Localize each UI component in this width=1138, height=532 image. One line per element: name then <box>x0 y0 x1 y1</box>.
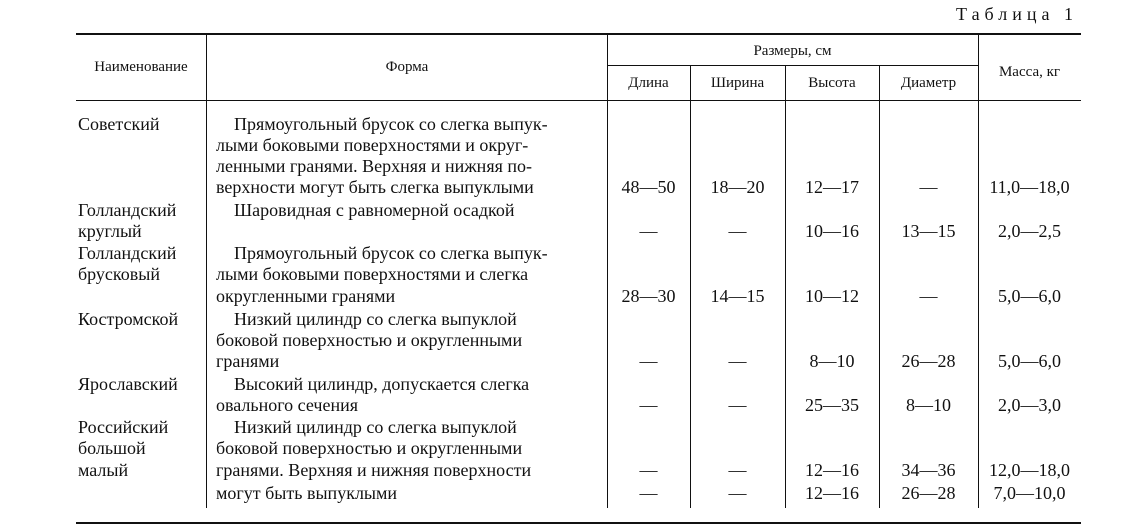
header-diameter: Диаметр <box>900 75 957 91</box>
cell-length: — <box>639 395 658 415</box>
row-shape-line: гранями. Верхняя и нижняя поверхности <box>216 460 532 480</box>
cell-width: 18—20 <box>710 177 765 197</box>
cell-height: 8—10 <box>809 351 855 371</box>
cell-height: 25—35 <box>805 395 859 415</box>
header-height: Высота <box>808 75 856 91</box>
row-shape-line: овального сечения <box>216 395 359 415</box>
row-name-line: Голландский <box>78 200 177 220</box>
cell-width: — <box>728 221 747 241</box>
row-shape-line: могут быть выпуклыми <box>216 483 398 503</box>
cell-width: — <box>728 395 747 415</box>
row-name-line: круглый <box>78 221 142 241</box>
table-caption: Таблица 1 <box>956 4 1078 24</box>
cell-mass: 7,0—10,0 <box>993 483 1066 503</box>
cell-height: 12—17 <box>805 177 859 197</box>
cell-length: — <box>639 221 658 241</box>
cell-diameter: 8—10 <box>906 395 951 415</box>
cell-diameter: 26—28 <box>901 483 956 503</box>
header-name: Наименование <box>94 59 188 75</box>
row-name-line: большой <box>78 438 146 458</box>
cell-mass: 12,0—18,0 <box>989 460 1070 480</box>
row-shape-line: Высокий цилиндр, допускается слегка <box>234 374 530 394</box>
cell-width: 14—15 <box>710 286 765 306</box>
row-name-line: брусковый <box>78 264 160 284</box>
header-length: Длина <box>628 75 669 91</box>
col-divider <box>607 34 608 508</box>
row-name-line: Голландский <box>78 243 177 263</box>
table-top-rule <box>76 33 1081 35</box>
cell-length: — <box>639 483 658 503</box>
row-shape-line: Низкий цилиндр со слегка выпуклой <box>234 309 517 329</box>
cell-mass: 5,0—6,0 <box>998 286 1061 306</box>
row-shape-line: Шаровидная с равномерной осадкой <box>234 200 515 220</box>
cell-diameter: 13—15 <box>901 221 956 241</box>
row-name-line: Советский <box>78 114 160 134</box>
row-shape-line: ленными гранями. Верхняя и нижняя по- <box>216 156 533 176</box>
cell-diameter: — <box>919 177 938 197</box>
cell-length: 48—50 <box>621 177 676 197</box>
cell-height: 10—12 <box>805 286 859 306</box>
cell-height: 12—16 <box>805 483 859 503</box>
cell-length: 28—30 <box>621 286 676 306</box>
cell-length: — <box>639 351 658 371</box>
col-divider <box>978 34 979 508</box>
row-shape-line: гранями <box>216 351 280 371</box>
row-shape-line: лыми боковыми поверхностями и слегка <box>216 264 529 284</box>
cell-diameter: — <box>919 286 938 306</box>
table-bottom-rule <box>76 522 1081 524</box>
row-name-line: Российский <box>78 417 169 437</box>
cell-mass: 11,0—18,0 <box>989 177 1070 197</box>
header-mass: Масса, кг <box>998 64 1061 80</box>
header-width: Ширина <box>710 75 765 91</box>
cell-width: — <box>728 483 747 503</box>
cell-width: — <box>728 460 747 480</box>
row-shape-line: Низкий цилиндр со слегка выпуклой <box>234 417 517 437</box>
cell-diameter: 34—36 <box>901 460 956 480</box>
cell-mass: 2,0—3,0 <box>998 395 1061 415</box>
row-shape-line: верхности могут быть слегка выпуклыми <box>216 177 534 197</box>
row-shape-line: Прямоугольный брусок со слегка выпук- <box>234 243 548 263</box>
header-shape: Форма <box>385 59 429 75</box>
cell-diameter: 26—28 <box>901 351 956 371</box>
row-shape-line: округленными гранями <box>216 286 396 306</box>
cell-height: 12—16 <box>805 460 859 480</box>
row-name-line: малый <box>78 460 129 480</box>
header-bottom-rule <box>76 100 1081 101</box>
row-shape-line: боковой поверхностью и округленными <box>216 438 523 458</box>
cell-length: — <box>639 460 658 480</box>
cell-mass: 5,0—6,0 <box>998 351 1061 371</box>
cell-width: — <box>728 351 747 371</box>
row-name-line: Костромской <box>78 309 179 329</box>
row-shape-line: Прямоугольный брусок со слегка выпук- <box>234 114 548 134</box>
header-dimensions: Размеры, см <box>753 43 832 59</box>
cell-mass: 2,0—2,5 <box>998 221 1061 241</box>
col-divider <box>206 34 207 508</box>
dimensions-subheader-rule <box>607 65 978 66</box>
row-shape-line: лыми боковыми поверхностями и округ- <box>216 135 529 155</box>
row-name-line: Ярославский <box>78 374 178 394</box>
row-shape-line: боковой поверхностью и округленными <box>216 330 523 350</box>
cell-height: 10—16 <box>805 221 859 241</box>
